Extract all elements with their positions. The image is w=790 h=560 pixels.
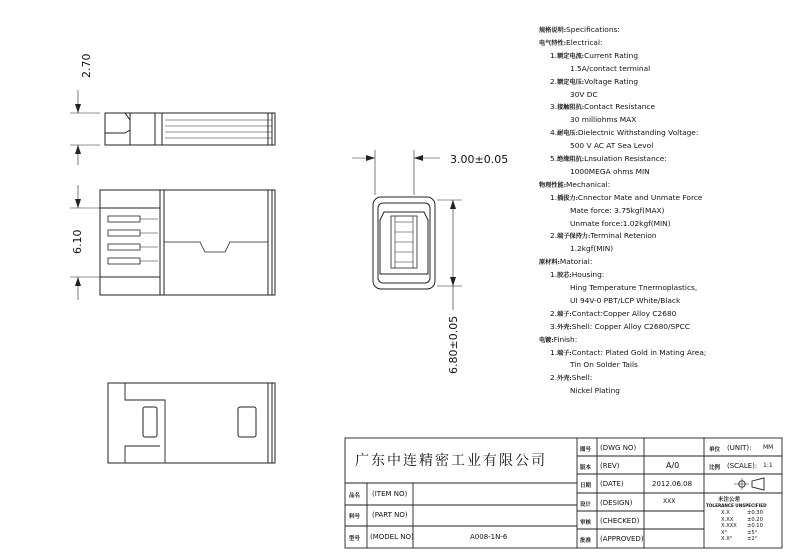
- spec-item-number: 3.: [550, 321, 558, 331]
- checked-cn: 审核: [580, 520, 592, 526]
- spec-item-cn: 胶芯:: [557, 272, 572, 280]
- design-label: (DESIGN): [600, 499, 633, 507]
- model-cn: 型号: [349, 536, 361, 542]
- top-view: [70, 90, 275, 165]
- item-label: (ITEM NO): [372, 490, 408, 498]
- spec-item: [550, 230, 657, 244]
- spec-item-number: 1.: [550, 270, 558, 280]
- spec-item: [550, 347, 706, 361]
- tolerance-value: ±0.20: [747, 516, 763, 523]
- spec-item-en: Current Rating: [584, 50, 639, 60]
- spec-item-value-line: [570, 282, 697, 295]
- spec-item-value-line: [570, 359, 638, 372]
- spec-item-value: 1.5A/contact terminal: [570, 63, 651, 73]
- spec-item-cn: 绝缘阻抗:: [557, 156, 585, 163]
- spec-item-cn: 接触阻抗:: [557, 104, 585, 112]
- approved-cn: 批准: [580, 538, 592, 544]
- spec-item-value: Nickel Plating: [570, 386, 620, 396]
- spec-item-number: 2.: [550, 76, 558, 86]
- scale-cn: 比例: [709, 465, 721, 471]
- dim-height-front: 6.80±0.05: [447, 315, 460, 374]
- spec-item-value: UI 94V-0 PBT/LCP White/Black: [570, 295, 681, 305]
- spec-item-en: Contact Resistance: [584, 102, 656, 112]
- spec-item-value-line: [570, 63, 650, 76]
- model-label: (MODEL NO): [370, 533, 414, 541]
- spec-item-value-line: [570, 114, 636, 127]
- spec-item-en: Contact:Copper Alloy C2680: [571, 308, 677, 318]
- spec-item-value: Mate force: 3.75kgf(MAX): [570, 205, 665, 215]
- spec-item: [550, 101, 655, 115]
- tolerance-key: X.XX: [721, 516, 734, 523]
- spec-item: [550, 308, 676, 322]
- tolerance-value: ±5°: [747, 529, 758, 536]
- spec-item-value: Hing Temperature Tnermoplastics,: [570, 283, 698, 292]
- spec-heading-cn: 规格说明:: [539, 27, 567, 34]
- tolerance-value: ±2°: [747, 536, 758, 543]
- spec-item-en: Housing:: [571, 270, 605, 280]
- electrical-en: Electrical:: [566, 37, 603, 47]
- spec-item-value: 1.2kgf(MIN): [570, 244, 614, 254]
- spec-item: [550, 76, 638, 90]
- spec-item-en: Dielectnic Withstanding Voltage:: [577, 128, 699, 138]
- spec-item-value-line: [570, 243, 613, 256]
- part-label: (PART NO): [372, 511, 408, 519]
- electrical-heading: [539, 37, 603, 51]
- scale-label: (SCALE):: [727, 462, 758, 470]
- spec-item: [550, 269, 604, 283]
- spec-item-number: 1.: [550, 50, 558, 60]
- spec-item: [550, 153, 667, 167]
- tolerance-key: X.X: [721, 510, 730, 516]
- contact-view: [70, 185, 275, 300]
- spec-item-value: 1000MEGA ohms MIN: [570, 166, 650, 176]
- spec-item-value-line: [570, 89, 598, 102]
- tolerance-key: X.X°: [721, 536, 733, 543]
- spec-item-number: 3.: [550, 102, 558, 112]
- rev-label: (REV): [600, 462, 620, 470]
- design-value: XXX: [663, 498, 676, 505]
- spec-item: [550, 372, 592, 386]
- spec-heading-en: Specifications:: [566, 25, 620, 34]
- electrical-cn: 电气特性:: [539, 39, 567, 47]
- material-heading: [539, 256, 592, 270]
- spec-item-cn: 外壳:: [557, 375, 572, 383]
- rev-value: A/0: [666, 461, 680, 470]
- spec-item-number: 1.: [550, 192, 558, 202]
- material-cn: 原材料:: [539, 259, 560, 267]
- material-en: Matorial:: [559, 257, 593, 267]
- spec-item-en: Contact: Plated Gold in Mating Area;: [571, 347, 707, 357]
- spec-heading: [539, 24, 620, 38]
- approved-label: (APPROVED): [600, 535, 644, 543]
- spec-item-number: 5.: [550, 154, 558, 163]
- spec-item-cn: 耐电压:: [557, 130, 578, 138]
- spec-item-value: Unmate force:1.02kgf(MIN): [570, 218, 671, 228]
- spec-item-value-line: [570, 166, 650, 179]
- unit-cn: 单位: [709, 447, 721, 453]
- tolerance-value: ±0.30: [747, 510, 763, 516]
- spec-item-value-line: [570, 205, 664, 218]
- spec-item-number: 1.: [550, 347, 558, 357]
- mechanical-heading: [539, 179, 610, 193]
- spec-item-value: Tin On Solder Tails: [570, 360, 638, 370]
- spec-item-value: 30V DC: [570, 89, 598, 99]
- tolerance-cn: 未注公差: [718, 497, 741, 503]
- spec-item-cn: 端子:: [557, 310, 572, 318]
- spec-item-en: Lnsulation Resistance:: [584, 154, 667, 163]
- spec-item-value: 30 milliohms MAX: [570, 115, 637, 125]
- design-cn: 设计: [580, 502, 592, 508]
- company-name: 广东中连精密工业有限公司: [355, 453, 547, 469]
- spec-item: [550, 50, 638, 64]
- spec-item-number: 4.: [550, 128, 558, 138]
- item-cn: 品名: [349, 493, 361, 499]
- unit-value: MM: [763, 444, 774, 451]
- tolerance-key: X°: [721, 529, 728, 536]
- date-value: 2012.06.08: [652, 480, 693, 488]
- dim-height-top: 2.70: [80, 53, 93, 78]
- spec-item: [550, 127, 698, 141]
- dim-width-front: 3.00±0.05: [450, 153, 509, 166]
- rev-cn: 版本: [580, 465, 592, 471]
- spec-item-en: Terminal Retenion: [590, 231, 657, 241]
- part-cn: 料号: [349, 514, 361, 520]
- spec-item-value: 500 V AC AT Sea Levol: [570, 141, 654, 151]
- spec-item-value-line: [570, 385, 620, 398]
- spec-item-value-line: [570, 218, 671, 231]
- spec-item: [550, 192, 702, 206]
- spec-item-en: Voltage Rating: [584, 76, 639, 86]
- spec-item-cn: 额定电压:: [557, 78, 585, 86]
- date-label: (DATE): [600, 480, 624, 488]
- spec-item-en: Shell:: [571, 373, 593, 383]
- bottom-view: [108, 383, 275, 463]
- spec-item-number: 2.: [550, 231, 558, 241]
- spec-item-cn: 端子保持力:: [557, 233, 591, 241]
- tolerance-value: ±0.10: [747, 523, 763, 530]
- spec-item-en: Shell: Copper Alloy C2680/SPCC: [571, 321, 690, 331]
- front-view: [352, 150, 462, 310]
- spec-item-number: 2.: [550, 308, 558, 318]
- scale-value: 1:1: [763, 462, 773, 469]
- finish-en: Finish:: [553, 334, 578, 344]
- tolerance-key: X.XXX: [721, 523, 737, 530]
- mechanical-en: Mechanical:: [566, 179, 611, 189]
- model-value: A008-1N-6: [470, 533, 508, 541]
- mechanical-cn: 物理性能:: [539, 181, 567, 189]
- spec-item-number: 2.: [550, 373, 558, 383]
- tolerance-en: TOLERANCE UNSPECIFIED: [706, 503, 767, 508]
- spec-item-cn: 端子:: [557, 349, 572, 357]
- spec-item-cn: 额定电流:: [557, 52, 585, 60]
- finish-cn: 电镀:: [539, 336, 554, 344]
- dim-height-side: 6.10: [71, 229, 84, 254]
- spec-item-value-line: [570, 295, 680, 308]
- finish-heading: [539, 334, 577, 348]
- spec-item-en: Cnnector Mate and Unmate Force: [577, 192, 703, 202]
- spec-item-value-line: [570, 140, 653, 153]
- dwg-no-cn: 图号: [580, 447, 592, 453]
- checked-label: (CHECKED): [600, 517, 640, 525]
- unit-label: (UNIT):: [727, 444, 752, 452]
- spec-item-cn: 插拔力:: [557, 194, 578, 202]
- dwg-no-label: (DWG NO): [600, 444, 637, 452]
- spec-item: [550, 321, 690, 335]
- date-cn: 日期: [580, 483, 592, 489]
- spec-item-cn: 外壳:: [557, 323, 572, 331]
